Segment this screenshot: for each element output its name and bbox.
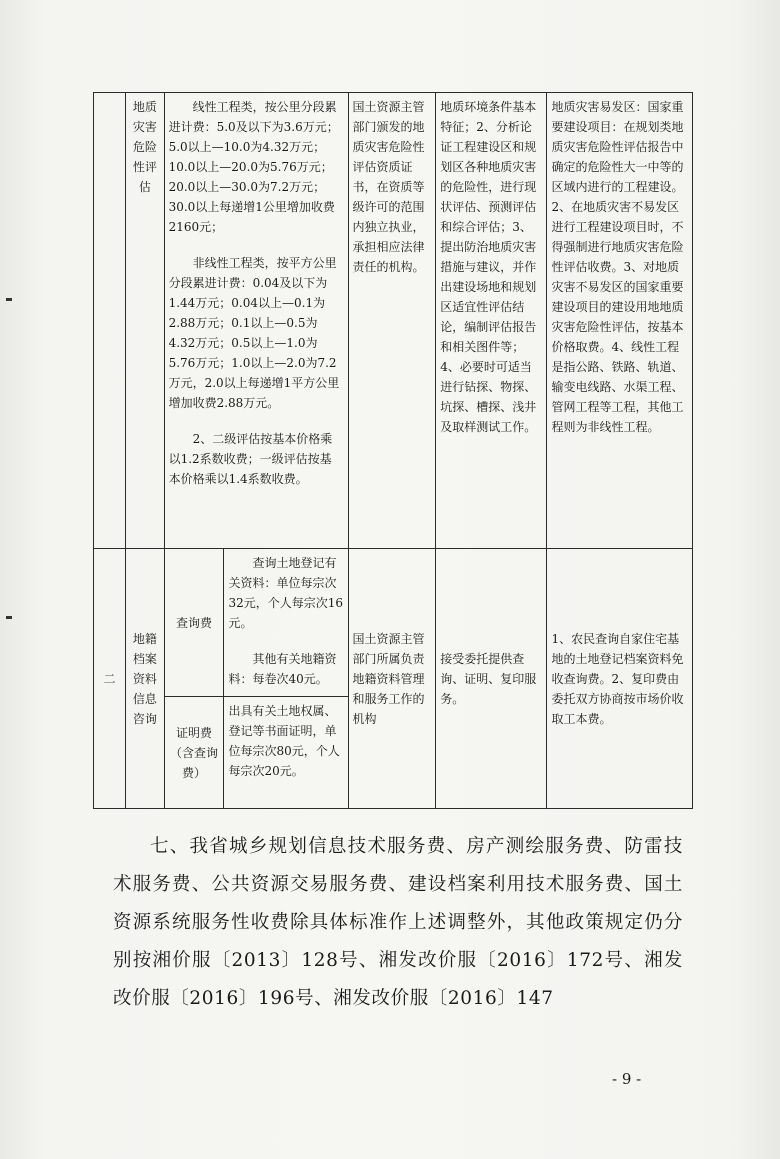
scan-edge-mark [6,298,12,301]
sub-item-label: 查询费 [164,549,224,697]
remarks: 地质灾害易发区：国家重要建设项目：在规划类地质灾害危险性评估报告中确定的危险性大一中等的区域内进行的工程建设。2、在地质灾害不易发区进行工程建设项目时，不得强制进行地质灾害危险性评估收费。3、对地质灾害不易发区的国家重要建设项目的建设用地地质灾害危险性评估，按基本价格取费。4、线性工程是指公路、铁路、轨道、输变电线路、水渠工程、管网工程等工程，其他工程则为非线性工程。 [547,93,693,549]
standard-nonlinear: 非线性工程类，按平方公里分段累进计费：0.04及以下为1.44万元；0.04以上—0.1为2.88万元；0.1以上—0.5为4.32万元；0.5以上—1.0为5.76万元；1.0以上—2.0为7.2万元，2.0以上每递增1平方公里增加收费2.88万元。 [168,256,340,410]
row-index [94,93,126,549]
query-standard-2: 其他有关地籍资料：每卷次40元。 [228,652,337,686]
query-standard-1: 查询土地登记有关资料：单位每宗次32元，个人每宗次16元。 [228,556,344,630]
service-unit: 国土资源主管部门颁发的地质灾害危险性评估资质证书，在资质等级许可的范围内独立执业，承担相应法律责任的机构。 [348,93,436,549]
remarks: 1、农民查询自家住宅基地的土地登记档案资料免收查询费。2、复印费由委托双方协商按市场价收取工本费。 [547,549,693,809]
sub-item-label: 证明费（含查询费） [164,697,224,809]
paragraph-text: 七、我省城乡规划信息技术服务费、房产测绘服务费、防雷技术服务费、公共资源交易服务费、建设档案利用技术服务费、国土资源系统服务性收费除具体标准作上述调整外，其他政策规定仍分别按湘价服〔2013〕128号、湘发改价服〔2016〕172号、湘发改价服〔2016〕196号、湘发改价服〔2016〕147 [113,836,683,1009]
fee-standard [164,93,348,549]
sub-item-standard [224,549,348,697]
row-index: 二 [94,549,126,809]
item-name: 地籍档案资料信息咨询 [126,549,165,809]
standard-linear: 线性工程类，按公里分段累进计费：5.0及以下为3.6万元；5.0以上—10.0为4.32万元；10.0以上—20.0为5.76万元；20.0以上—30.0为7.2万元；30.0以上每递增1公里增加收费2160元； [168,100,339,234]
page-number: - 9 - [612,1070,642,1088]
body-paragraph [113,828,683,1018]
service-content: 地质环境条件基本特征；2、分析论证工程建设区和规划区各种地质灾害的危险性，进行现状评估、预测评估和综合评估；3、提出防治地质灾害措施与建议，并作出建设场地和规划区适宜性评估结论，编制评估报告和相关图件等； 4、必要时可适当进行钻探、物探、坑探、槽探、浅井及取样测试工作。 [436,93,547,549]
table-row [94,549,693,697]
sub-item-standard: 出具有关土地权属、登记等书面证明，单位每宗次80元，个人每宗次20元。 [224,697,348,809]
fee-table [93,92,693,809]
service-content: 接受委托提供查询、证明、复印服务。 [436,549,547,809]
table-row [94,93,693,549]
scan-edge-mark [6,616,12,619]
standard-level: 2、二级评估按基本价格乘以1.2系数收费；一级评估按基本价格乘以1.4系数收费。 [168,432,333,486]
service-unit: 国土资源主管部门所属负责地籍资料管理和服务工作的机构 [348,549,436,809]
item-name: 地质灾害危险性评估 [126,93,165,549]
